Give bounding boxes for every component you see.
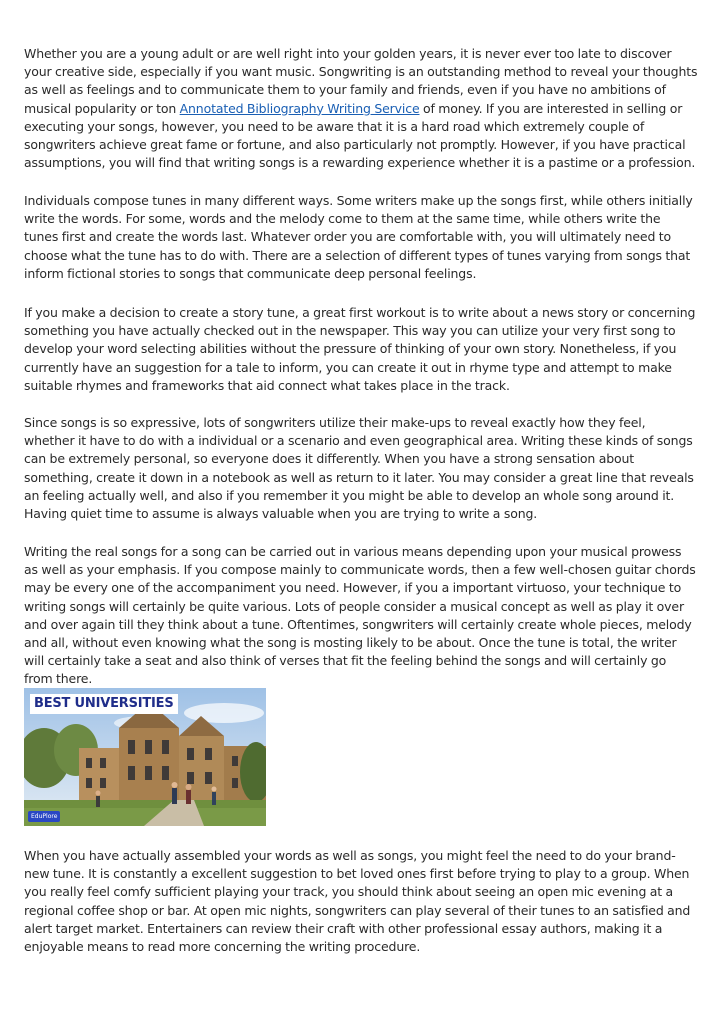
paragraph-story-tune: If you make a decision to create a story tune, a great first workout is to write about a news story or concerning something you have actually checked out in the newspaper. This way you can utilize your very first song to develop your word selecting abilities without the pressure of thinking of your own story. Nonetheless, if you currently have an suggestion for a tale to inform, you can create it out in rhyme type and attempt to make suitable rhymes and frameworks that aid connect what takes place in the track. — [24, 305, 696, 393]
paragraph-intro — [24, 45, 698, 172]
paragraph-performing: When you have actually assembled your words as well as songs, you might feel the need to do your brand-new tune. It is constantly a excellent suggestion to bet loved ones first before trying to play to a group. When you really feel comfy sufficient playing your track, you should think about seeing an open mic evening at a regional coffee shop or bar. At open mic nights, songwriters can play several of their tunes to an satisfied and alert target market. Entertainers can review their craft with other professional essay authors, making it a enjoyable means to read more concerning the writing procedure. — [24, 848, 691, 955]
university-photo — [24, 688, 266, 826]
paragraph-composing-ways: Individuals compose tunes in many different ways. Some writers make up the songs first, while others initially write the words. For some, words and the melody come to them at the same time, while others write the tunes first and create the words last. Whatever order you are comfortable with, you will ultimately need to choose what the tune has to do with. There are a selection of different types of tunes varying from songs that inform fictional stories to songs that communicate deep personal feelings. — [24, 193, 693, 281]
paragraph-intro-text-start: Whether you are a young adult or are well right into your golden years, it is never ever too late to discover your creative side, especially if you want music. Songwriting is an outstanding method to reveal your thoughts as well as feelings and to communicate them to your family and friends, even if you have no ambitions of musical popularity or ton — [24, 46, 698, 116]
paragraph-writing-music: Writing the real songs for a song can be carried out in various means depending upon your musical prowess as well as your emphasis. If you compose mainly to communicate words, then a few well-chosen guitar chords may be every one of the accompaniment you need. However, if you a important virtuoso, your technique to writing songs will certainly be quite various. Lots of people consider a musical concept as well as play it over and over again till they think about a tune. Oftentimes, songwriters will certainly create whole pieces, melody and all, without even knowing what the song is mosting likely to be about. Once the tune is total, the writer will certainly take a seat and also think of verses that fit the feeling behind the songs and will certainly go from there. — [24, 544, 696, 687]
eduplore-logo: EduPlore — [28, 811, 60, 822]
image-banner: BEST UNIVERSITIES — [30, 694, 178, 714]
annotated-bibliography-link[interactable]: Annotated Bibliography Writing Service — [179, 100, 420, 116]
paragraph-intro-text-end: of money. If you are interested in selling or executing your songs, however, you need to be aware that it is a hard road which extremely couple of songwriters achieve great fame or fortune, and also particularly not promptly. However, if you have practical assumptions, you will find that writing songs is a rewarding experience whether it is a pastime or a profession. — [24, 100, 696, 171]
paragraph-expressive-songs: Since songs is so expressive, lots of songwriters utilize their make-ups to reveal exactly how they feel, whether it have to do with a individual or a scenario and even geographical area. Writing these kinds of songs can be extremely personal, so everyone does it differently. When you have a strong sensation about something, create it down in a notebook as well as return to it later. You may consider a great line that reveals an feeling actually well, and also if you remember it you might be able to develop an whole song around it. Having quiet time to assume is always valuable when you are trying to write a song. — [24, 415, 694, 522]
